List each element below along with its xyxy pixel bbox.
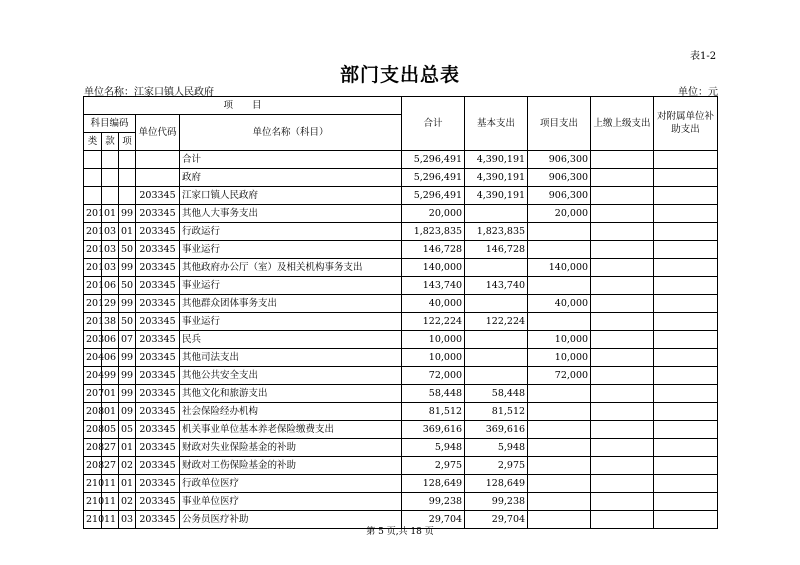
cell-xiang: 99	[119, 205, 136, 223]
cell-xiang	[119, 187, 136, 205]
cell-name: 其他公共安全支出	[180, 367, 402, 385]
cell-project	[528, 475, 591, 493]
cell-subsidy	[654, 295, 718, 313]
cell-lei: 208	[84, 421, 102, 439]
cell-xiang: 99	[119, 367, 136, 385]
unit-name-label: 单位名称：江家口镇人民政府	[84, 87, 214, 98]
cell-upper	[591, 277, 654, 295]
cell-basic	[465, 295, 528, 313]
cell-basic: 58,448	[465, 385, 528, 403]
cell-subsidy	[654, 403, 718, 421]
header-basic: 基本支出	[465, 97, 528, 151]
cell-xiang: 03	[119, 511, 136, 529]
header-upper-payment: 上缴上级支出	[591, 97, 654, 151]
cell-unit-code: 203345	[136, 421, 180, 439]
expenditure-table	[83, 96, 718, 529]
cell-project: 140,000	[528, 259, 591, 277]
cell-subsidy	[654, 421, 718, 439]
table-row	[84, 475, 718, 493]
cell-unit-code: 203345	[136, 277, 180, 295]
cell-lei: 201	[84, 295, 102, 313]
cell-subsidy	[654, 367, 718, 385]
cell-basic	[465, 349, 528, 367]
cell-project	[528, 241, 591, 259]
cell-name: 其他司法支出	[180, 349, 402, 367]
cell-upper	[591, 205, 654, 223]
cell-basic: 5,948	[465, 439, 528, 457]
cell-kuan: 11	[102, 511, 119, 529]
cell-lei	[84, 151, 102, 169]
table-row	[84, 493, 718, 511]
cell-subsidy	[654, 349, 718, 367]
cell-project	[528, 421, 591, 439]
cell-name: 公务员医疗补助	[180, 511, 402, 529]
cell-total: 5,948	[402, 439, 465, 457]
cell-project: 906,300	[528, 169, 591, 187]
table-row	[84, 187, 718, 205]
table-row	[84, 403, 718, 421]
cell-project	[528, 403, 591, 421]
cell-upper	[591, 457, 654, 475]
cell-basic: 2,975	[465, 457, 528, 475]
cell-kuan: 03	[102, 259, 119, 277]
header-xiang: 项	[119, 133, 136, 151]
cell-project: 10,000	[528, 331, 591, 349]
cell-upper	[591, 439, 654, 457]
cell-kuan: 03	[102, 223, 119, 241]
cell-name: 事业运行	[180, 241, 402, 259]
cell-lei: 201	[84, 205, 102, 223]
cell-unit-code: 203345	[136, 457, 180, 475]
cell-upper	[591, 493, 654, 511]
cell-project	[528, 277, 591, 295]
header-lei: 类	[84, 133, 102, 151]
cell-kuan: 29	[102, 295, 119, 313]
cell-basic	[465, 259, 528, 277]
cell-unit-code: 203345	[136, 223, 180, 241]
cell-unit-code: 203345	[136, 403, 180, 421]
cell-name: 政府	[180, 169, 402, 187]
cell-lei	[84, 187, 102, 205]
cell-name: 事业运行	[180, 313, 402, 331]
page-title: 部门支出总表	[339, 64, 460, 86]
cell-name: 合计	[180, 151, 402, 169]
cell-upper	[591, 223, 654, 241]
cell-total: 10,000	[402, 349, 465, 367]
cell-lei: 210	[84, 475, 102, 493]
cell-total: 369,616	[402, 421, 465, 439]
table-row	[84, 313, 718, 331]
table-row	[84, 331, 718, 349]
cell-upper	[591, 475, 654, 493]
table-row	[84, 439, 718, 457]
cell-unit-code: 203345	[136, 259, 180, 277]
cell-name: 行政单位医疗	[180, 475, 402, 493]
cell-xiang: 99	[119, 295, 136, 313]
cell-xiang	[119, 151, 136, 169]
cell-kuan: 06	[102, 349, 119, 367]
header-project: 项 目	[84, 97, 402, 115]
cell-subsidy	[654, 223, 718, 241]
cell-kuan: 27	[102, 439, 119, 457]
cell-lei: 201	[84, 277, 102, 295]
cell-xiang: 01	[119, 475, 136, 493]
cell-kuan: 27	[102, 457, 119, 475]
table-row	[84, 277, 718, 295]
cell-basic: 369,616	[465, 421, 528, 439]
cell-lei: 210	[84, 511, 102, 529]
cell-xiang: 99	[119, 349, 136, 367]
cell-upper	[591, 367, 654, 385]
header-project-expenditure: 项目支出	[528, 97, 591, 151]
table-body	[84, 151, 718, 529]
cell-subsidy	[654, 313, 718, 331]
cell-subsidy	[654, 205, 718, 223]
table-row	[84, 457, 718, 475]
cell-kuan: 99	[102, 367, 119, 385]
table-row	[84, 151, 718, 169]
cell-basic: 4,390,191	[465, 187, 528, 205]
cell-kuan: 06	[102, 277, 119, 295]
cell-project: 40,000	[528, 295, 591, 313]
cell-total: 81,512	[402, 403, 465, 421]
cell-unit-code: 203345	[136, 475, 180, 493]
cell-subsidy	[654, 331, 718, 349]
cell-kuan: 11	[102, 475, 119, 493]
cell-lei: 208	[84, 403, 102, 421]
cell-project	[528, 457, 591, 475]
table-row	[84, 367, 718, 385]
cell-upper	[591, 151, 654, 169]
cell-subsidy	[654, 493, 718, 511]
cell-xiang	[119, 169, 136, 187]
cell-lei: 203	[84, 331, 102, 349]
cell-kuan	[102, 151, 119, 169]
cell-upper	[591, 259, 654, 277]
cell-kuan: 11	[102, 493, 119, 511]
table-row	[84, 421, 718, 439]
cell-name: 其他人大事务支出	[180, 205, 402, 223]
cell-upper	[591, 349, 654, 367]
cell-kuan: 38	[102, 313, 119, 331]
table-row	[84, 259, 718, 277]
cell-subsidy	[654, 151, 718, 169]
cell-total: 72,000	[402, 367, 465, 385]
cell-project	[528, 439, 591, 457]
cell-unit-code: 203345	[136, 511, 180, 529]
cell-unit-code	[136, 151, 180, 169]
header-unit-code: 单位代码	[136, 115, 180, 151]
cell-unit-code: 203345	[136, 439, 180, 457]
cell-kuan: 06	[102, 331, 119, 349]
cell-subsidy	[654, 187, 718, 205]
cell-upper	[591, 169, 654, 187]
cell-lei: 208	[84, 439, 102, 457]
cell-total: 40,000	[402, 295, 465, 313]
cell-project: 20,000	[528, 205, 591, 223]
cell-total: 5,296,491	[402, 151, 465, 169]
cell-name: 事业运行	[180, 277, 402, 295]
cell-xiang: 50	[119, 313, 136, 331]
cell-xiang: 99	[119, 259, 136, 277]
cell-subsidy	[654, 241, 718, 259]
cell-kuan	[102, 187, 119, 205]
cell-unit-code: 203345	[136, 349, 180, 367]
cell-unit-code: 203345	[136, 313, 180, 331]
table-header	[84, 97, 718, 151]
cell-total: 128,649	[402, 475, 465, 493]
cell-subsidy	[654, 169, 718, 187]
cell-kuan: 01	[102, 385, 119, 403]
cell-name: 江家口镇人民政府	[180, 187, 402, 205]
cell-upper	[591, 385, 654, 403]
cell-xiang: 02	[119, 457, 136, 475]
cell-xiang: 05	[119, 421, 136, 439]
cell-unit-code: 203345	[136, 385, 180, 403]
form-number: 表1-2	[690, 51, 717, 62]
cell-basic: 4,390,191	[465, 151, 528, 169]
cell-subsidy	[654, 385, 718, 403]
cell-unit-code	[136, 169, 180, 187]
cell-total: 146,728	[402, 241, 465, 259]
cell-lei: 201	[84, 223, 102, 241]
cell-kuan: 01	[102, 403, 119, 421]
cell-name: 社会保险经办机构	[180, 403, 402, 421]
table-row	[84, 241, 718, 259]
header-unit-subject: 单位名称（科目）	[180, 115, 402, 151]
cell-xiang: 01	[119, 223, 136, 241]
cell-xiang: 09	[119, 403, 136, 421]
cell-lei: 204	[84, 349, 102, 367]
cell-basic: 1,823,835	[465, 223, 528, 241]
cell-total: 143,740	[402, 277, 465, 295]
cell-lei: 201	[84, 241, 102, 259]
cell-basic: 81,512	[465, 403, 528, 421]
cell-project: 906,300	[528, 187, 591, 205]
cell-unit-code: 203345	[136, 493, 180, 511]
cell-subsidy	[654, 259, 718, 277]
cell-project: 72,000	[528, 367, 591, 385]
cell-xiang: 99	[119, 385, 136, 403]
header-total: 合计	[402, 97, 465, 151]
cell-basic	[465, 367, 528, 385]
cell-subsidy	[654, 439, 718, 457]
cell-basic	[465, 205, 528, 223]
cell-total: 99,238	[402, 493, 465, 511]
cell-lei: 208	[84, 457, 102, 475]
cell-project	[528, 313, 591, 331]
table-row	[84, 169, 718, 187]
cell-total: 20,000	[402, 205, 465, 223]
cell-total: 5,296,491	[402, 169, 465, 187]
page-footer: 第 5 页,共 18 页	[366, 527, 434, 537]
cell-total: 5,296,491	[402, 187, 465, 205]
cell-total: 2,975	[402, 457, 465, 475]
cell-total: 1,823,835	[402, 223, 465, 241]
cell-name: 其他政府办公厅（室）及相关机构事务支出	[180, 259, 402, 277]
cell-lei: 210	[84, 493, 102, 511]
cell-basic: 99,238	[465, 493, 528, 511]
cell-name: 事业单位医疗	[180, 493, 402, 511]
cell-lei: 204	[84, 367, 102, 385]
cell-upper	[591, 187, 654, 205]
cell-kuan	[102, 169, 119, 187]
table-row	[84, 349, 718, 367]
cell-upper	[591, 313, 654, 331]
header-kuan: 款	[102, 133, 119, 151]
header-subsidy: 对附属单位补助支出	[654, 97, 718, 151]
cell-total: 140,000	[402, 259, 465, 277]
cell-name: 民兵	[180, 331, 402, 349]
cell-lei	[84, 169, 102, 187]
header-subject-code: 科目编码	[84, 115, 136, 133]
cell-kuan: 01	[102, 205, 119, 223]
cell-basic: 122,224	[465, 313, 528, 331]
cell-project	[528, 493, 591, 511]
cell-xiang: 02	[119, 493, 136, 511]
cell-lei: 201	[84, 313, 102, 331]
cell-unit-code: 203345	[136, 367, 180, 385]
cell-kuan: 03	[102, 241, 119, 259]
cell-lei: 201	[84, 259, 102, 277]
cell-name: 其他群众团体事务支出	[180, 295, 402, 313]
cell-unit-code: 203345	[136, 295, 180, 313]
table-row	[84, 385, 718, 403]
cell-name: 机关事业单位基本养老保险缴费支出	[180, 421, 402, 439]
cell-kuan: 05	[102, 421, 119, 439]
cell-upper	[591, 295, 654, 313]
cell-project: 906,300	[528, 151, 591, 169]
cell-upper	[591, 331, 654, 349]
cell-basic: 146,728	[465, 241, 528, 259]
cell-subsidy	[654, 277, 718, 295]
table-row	[84, 223, 718, 241]
cell-project	[528, 385, 591, 403]
cell-total: 10,000	[402, 331, 465, 349]
cell-xiang: 50	[119, 241, 136, 259]
cell-subsidy	[654, 475, 718, 493]
currency-unit-label: 单位：元	[678, 87, 718, 98]
cell-unit-code: 203345	[136, 331, 180, 349]
cell-basic: 128,649	[465, 475, 528, 493]
cell-upper	[591, 421, 654, 439]
cell-basic: 4,390,191	[465, 169, 528, 187]
cell-total: 58,448	[402, 385, 465, 403]
cell-upper	[591, 241, 654, 259]
cell-name: 其他文化和旅游支出	[180, 385, 402, 403]
cell-project	[528, 223, 591, 241]
cell-name: 财政对失业保险基金的补助	[180, 439, 402, 457]
cell-subsidy	[654, 457, 718, 475]
cell-total: 29,704	[402, 511, 465, 529]
cell-unit-code: 203345	[136, 205, 180, 223]
cell-xiang: 01	[119, 439, 136, 457]
cell-upper	[591, 403, 654, 421]
cell-total: 122,224	[402, 313, 465, 331]
cell-xiang: 50	[119, 277, 136, 295]
cell-unit-code: 203345	[136, 241, 180, 259]
cell-name: 财政对工伤保险基金的补助	[180, 457, 402, 475]
cell-lei: 207	[84, 385, 102, 403]
cell-unit-code: 203345	[136, 187, 180, 205]
cell-basic	[465, 331, 528, 349]
table-row	[84, 295, 718, 313]
table-row	[84, 205, 718, 223]
cell-basic: 143,740	[465, 277, 528, 295]
cell-name: 行政运行	[180, 223, 402, 241]
cell-xiang: 07	[119, 331, 136, 349]
cell-project: 10,000	[528, 349, 591, 367]
cell-basic: 29,704	[465, 511, 528, 529]
